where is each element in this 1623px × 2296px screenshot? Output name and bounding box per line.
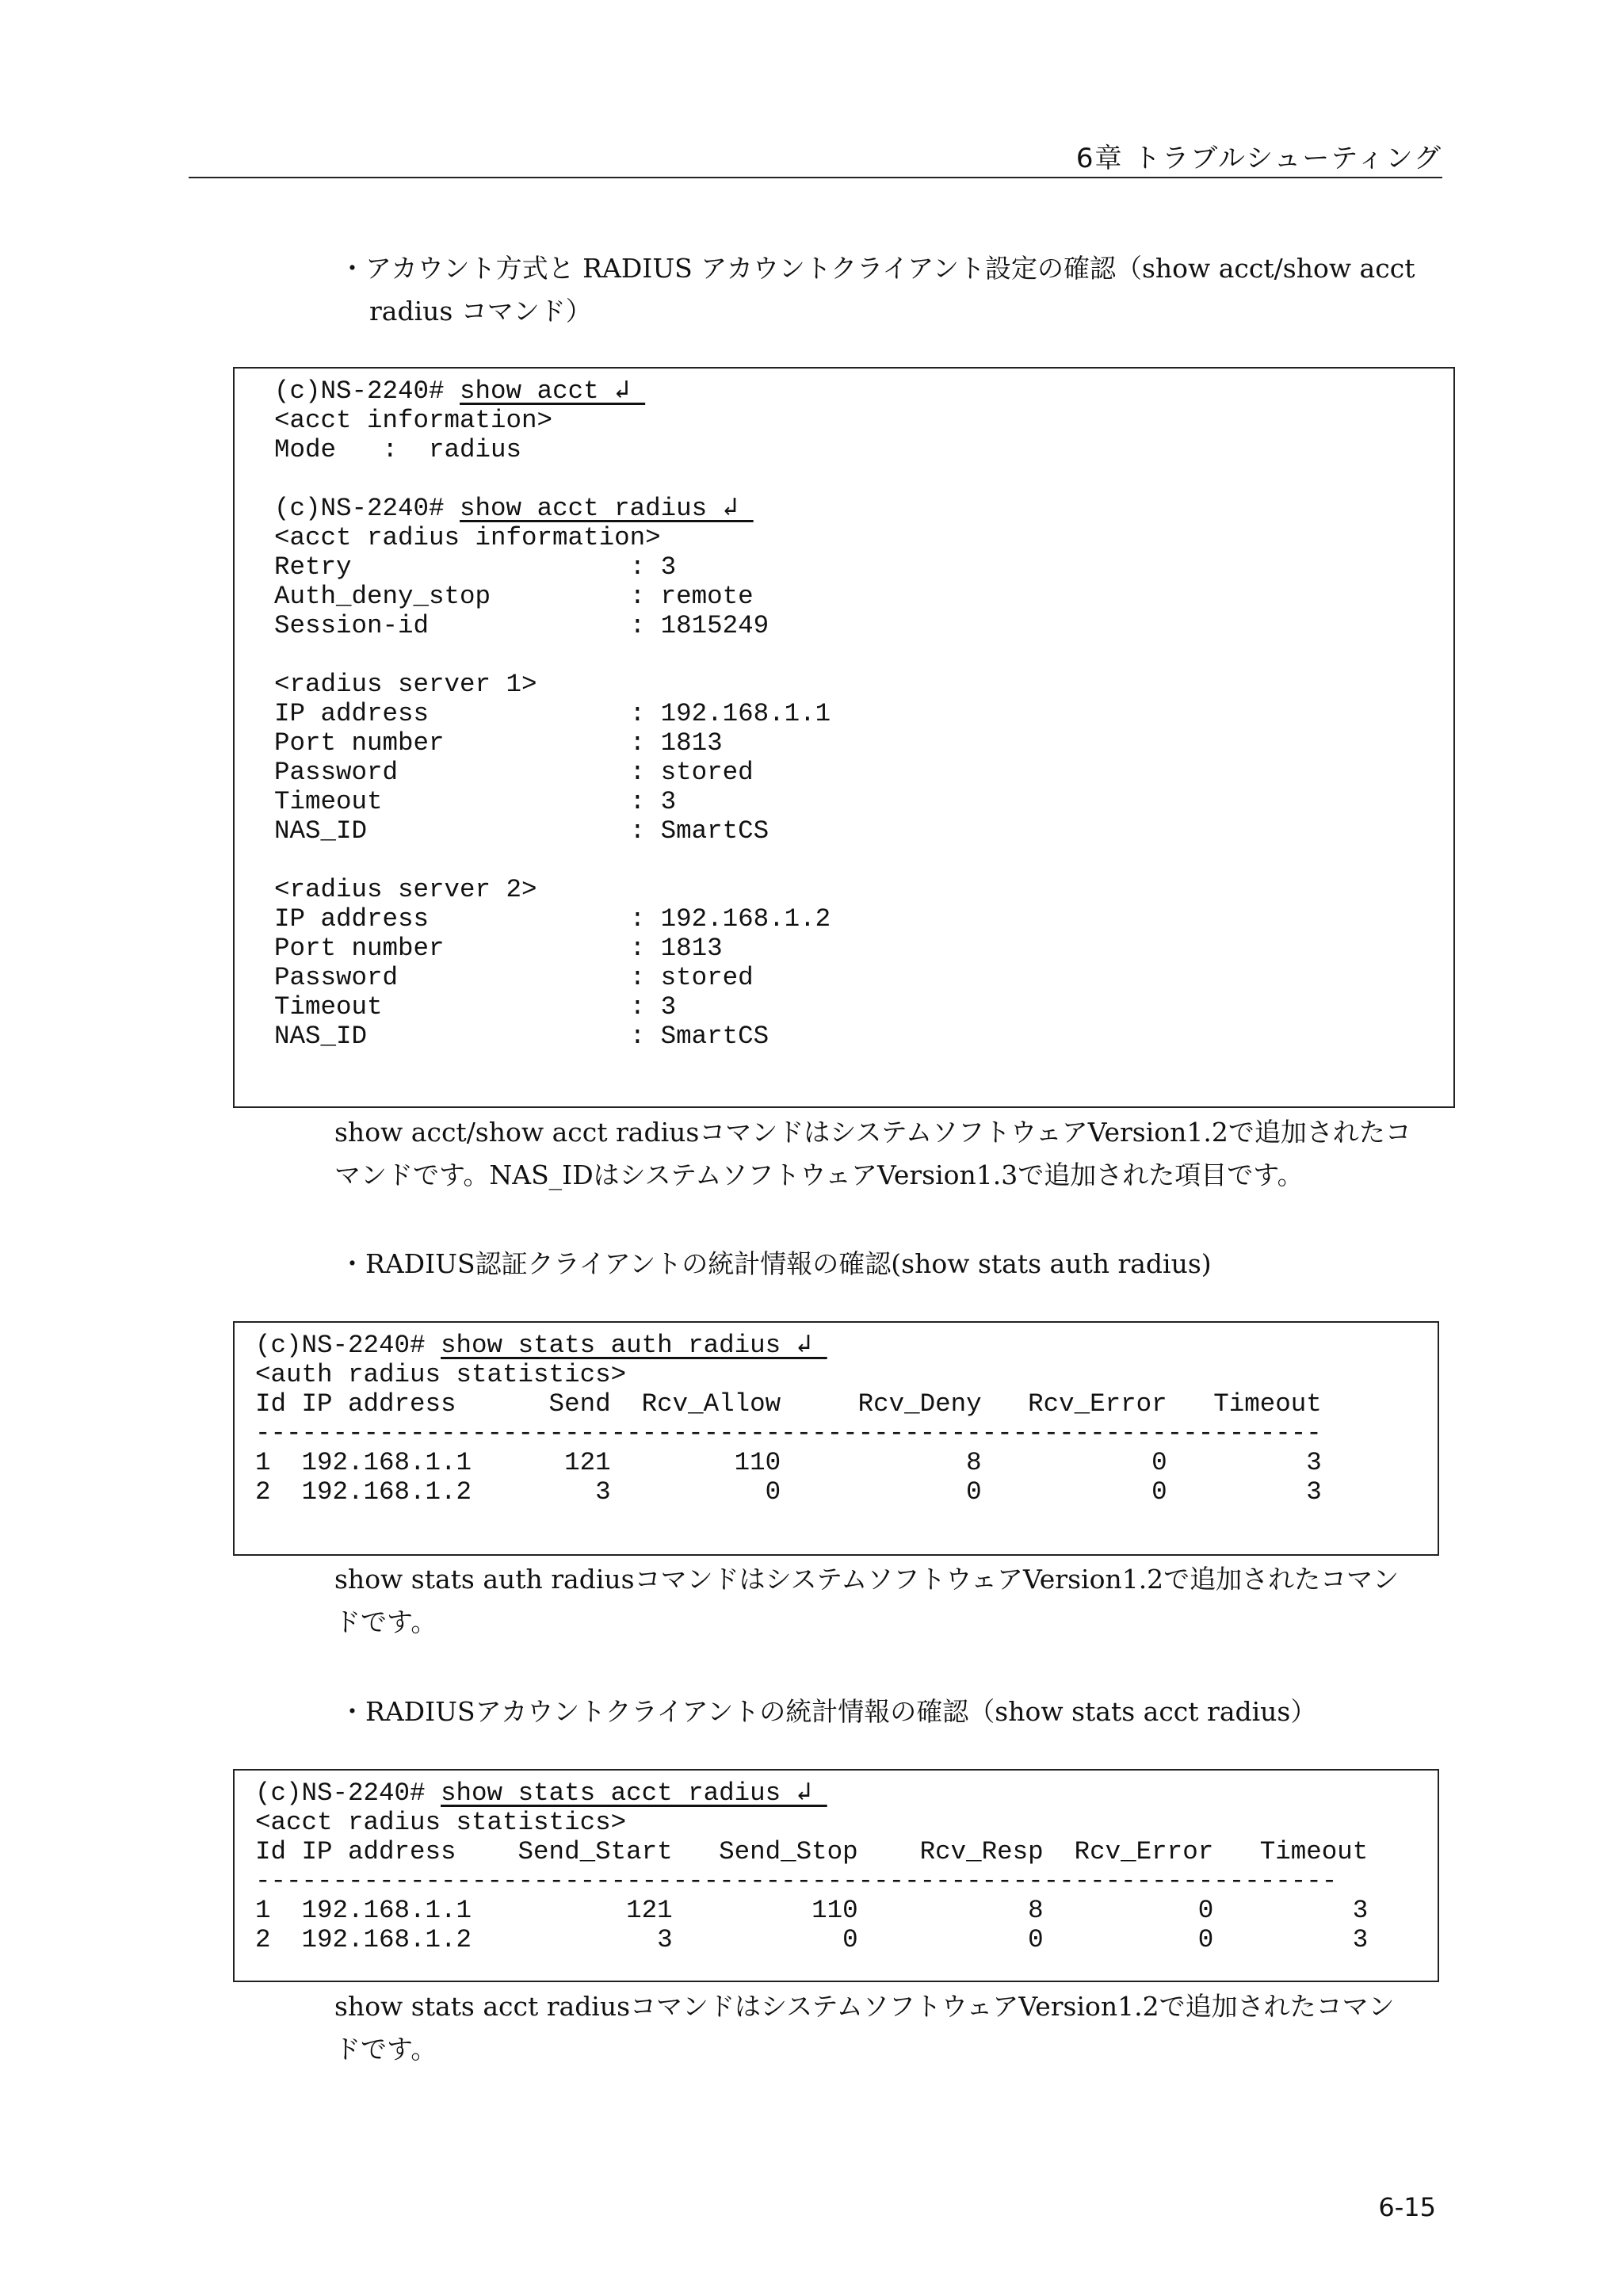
cli-output: <acct radius statistics> Id IP address Send_Start Send_Stop Rcv_Resp Rcv_Error Timeout ---------------------------------------------------------------------- 1 192.168.1.1 121 110 8 0 3 2 192.168.1.2 3 0 0 0 3 — [255, 1808, 1369, 1954]
cli-command: show acct ↲ — [460, 376, 646, 406]
note-line: ドです。 — [334, 2034, 437, 2065]
note-line: マンドです。NAS_IDはシステムソフトウェアVersion1.3で追加された項目です。 — [334, 1159, 1304, 1190]
cli-box-stats-acct — [233, 1769, 1439, 1982]
section3-note — [334, 1985, 1436, 2071]
section1-bullet-line2: radius コマンド） — [369, 296, 592, 327]
cli-text — [274, 376, 831, 1051]
cli-box-show-acct — [233, 367, 1455, 1108]
page-number: 6-15 — [1378, 2192, 1436, 2222]
section3-bullet: ・RADIUSアカウントクライアントの統計情報の確認（show stats acct radius） — [339, 1696, 1317, 1727]
cli-prompt: (c)NS-2240# — [255, 1778, 441, 1808]
cli-box-stats-auth — [233, 1321, 1439, 1556]
cli-output: <acct radius information> Retry : 3 Auth_deny_stop : remote Session-id : 1815249 <radius server 1> IP address : 192.168.1.1 Port number : 1813 Password : stored Timeout : 3 NAS_ID : SmartCS <radius server 2> IP address : 192.168.1.2 Port number : 1813 Password : stored Timeout : 3 NAS_ID : SmartCS — [274, 523, 831, 1051]
section1-bullet-line1: ・アカウント方式と RADIUS アカウントクライアント設定の確認（show acct/show acct — [339, 253, 1415, 284]
cli-output: <acct information> Mode : radius — [274, 406, 553, 464]
header-rule — [189, 177, 1442, 178]
section1-note — [334, 1111, 1436, 1197]
cli-text — [255, 1331, 1322, 1507]
cli-command: show stats auth radius ↲ — [441, 1331, 827, 1360]
cli-command: show stats acct radius ↲ — [441, 1778, 827, 1808]
note-line: show stats acct radiusコマンドはシステムソフトウェアVersion1.2で追加されたコマン — [334, 1991, 1395, 2022]
cli-output: <auth radius statistics> Id IP address Send Rcv_Allow Rcv_Deny Rcv_Error Timeout --------------------------------------------------------------------- 1 192.168.1.1 121 110 8 0 3 2 192.168.1.2 3 0 0 0 3 — [255, 1360, 1322, 1507]
cli-prompt: (c)NS-2240# — [274, 376, 460, 406]
note-line: show acct/show acct radiusコマンドはシステムソフトウェアVersion1.2で追加されたコ — [334, 1117, 1411, 1148]
note-line: show stats auth radiusコマンドはシステムソフトウェアVersion1.2で追加されたコマン — [334, 1564, 1400, 1595]
cli-command: show acct radius ↲ — [460, 494, 754, 523]
cli-prompt: (c)NS-2240# — [274, 494, 460, 523]
cli-prompt: (c)NS-2240# — [255, 1331, 441, 1360]
note-line: ドです。 — [334, 1606, 437, 1637]
section2-note — [334, 1558, 1436, 1644]
cli-text — [255, 1778, 1368, 1954]
section2-bullet: ・RADIUS認証クライアントの統計情報の確認(show stats auth radius) — [339, 1248, 1212, 1279]
chapter-title: 6章 トラブルシューティング — [1075, 143, 1442, 174]
